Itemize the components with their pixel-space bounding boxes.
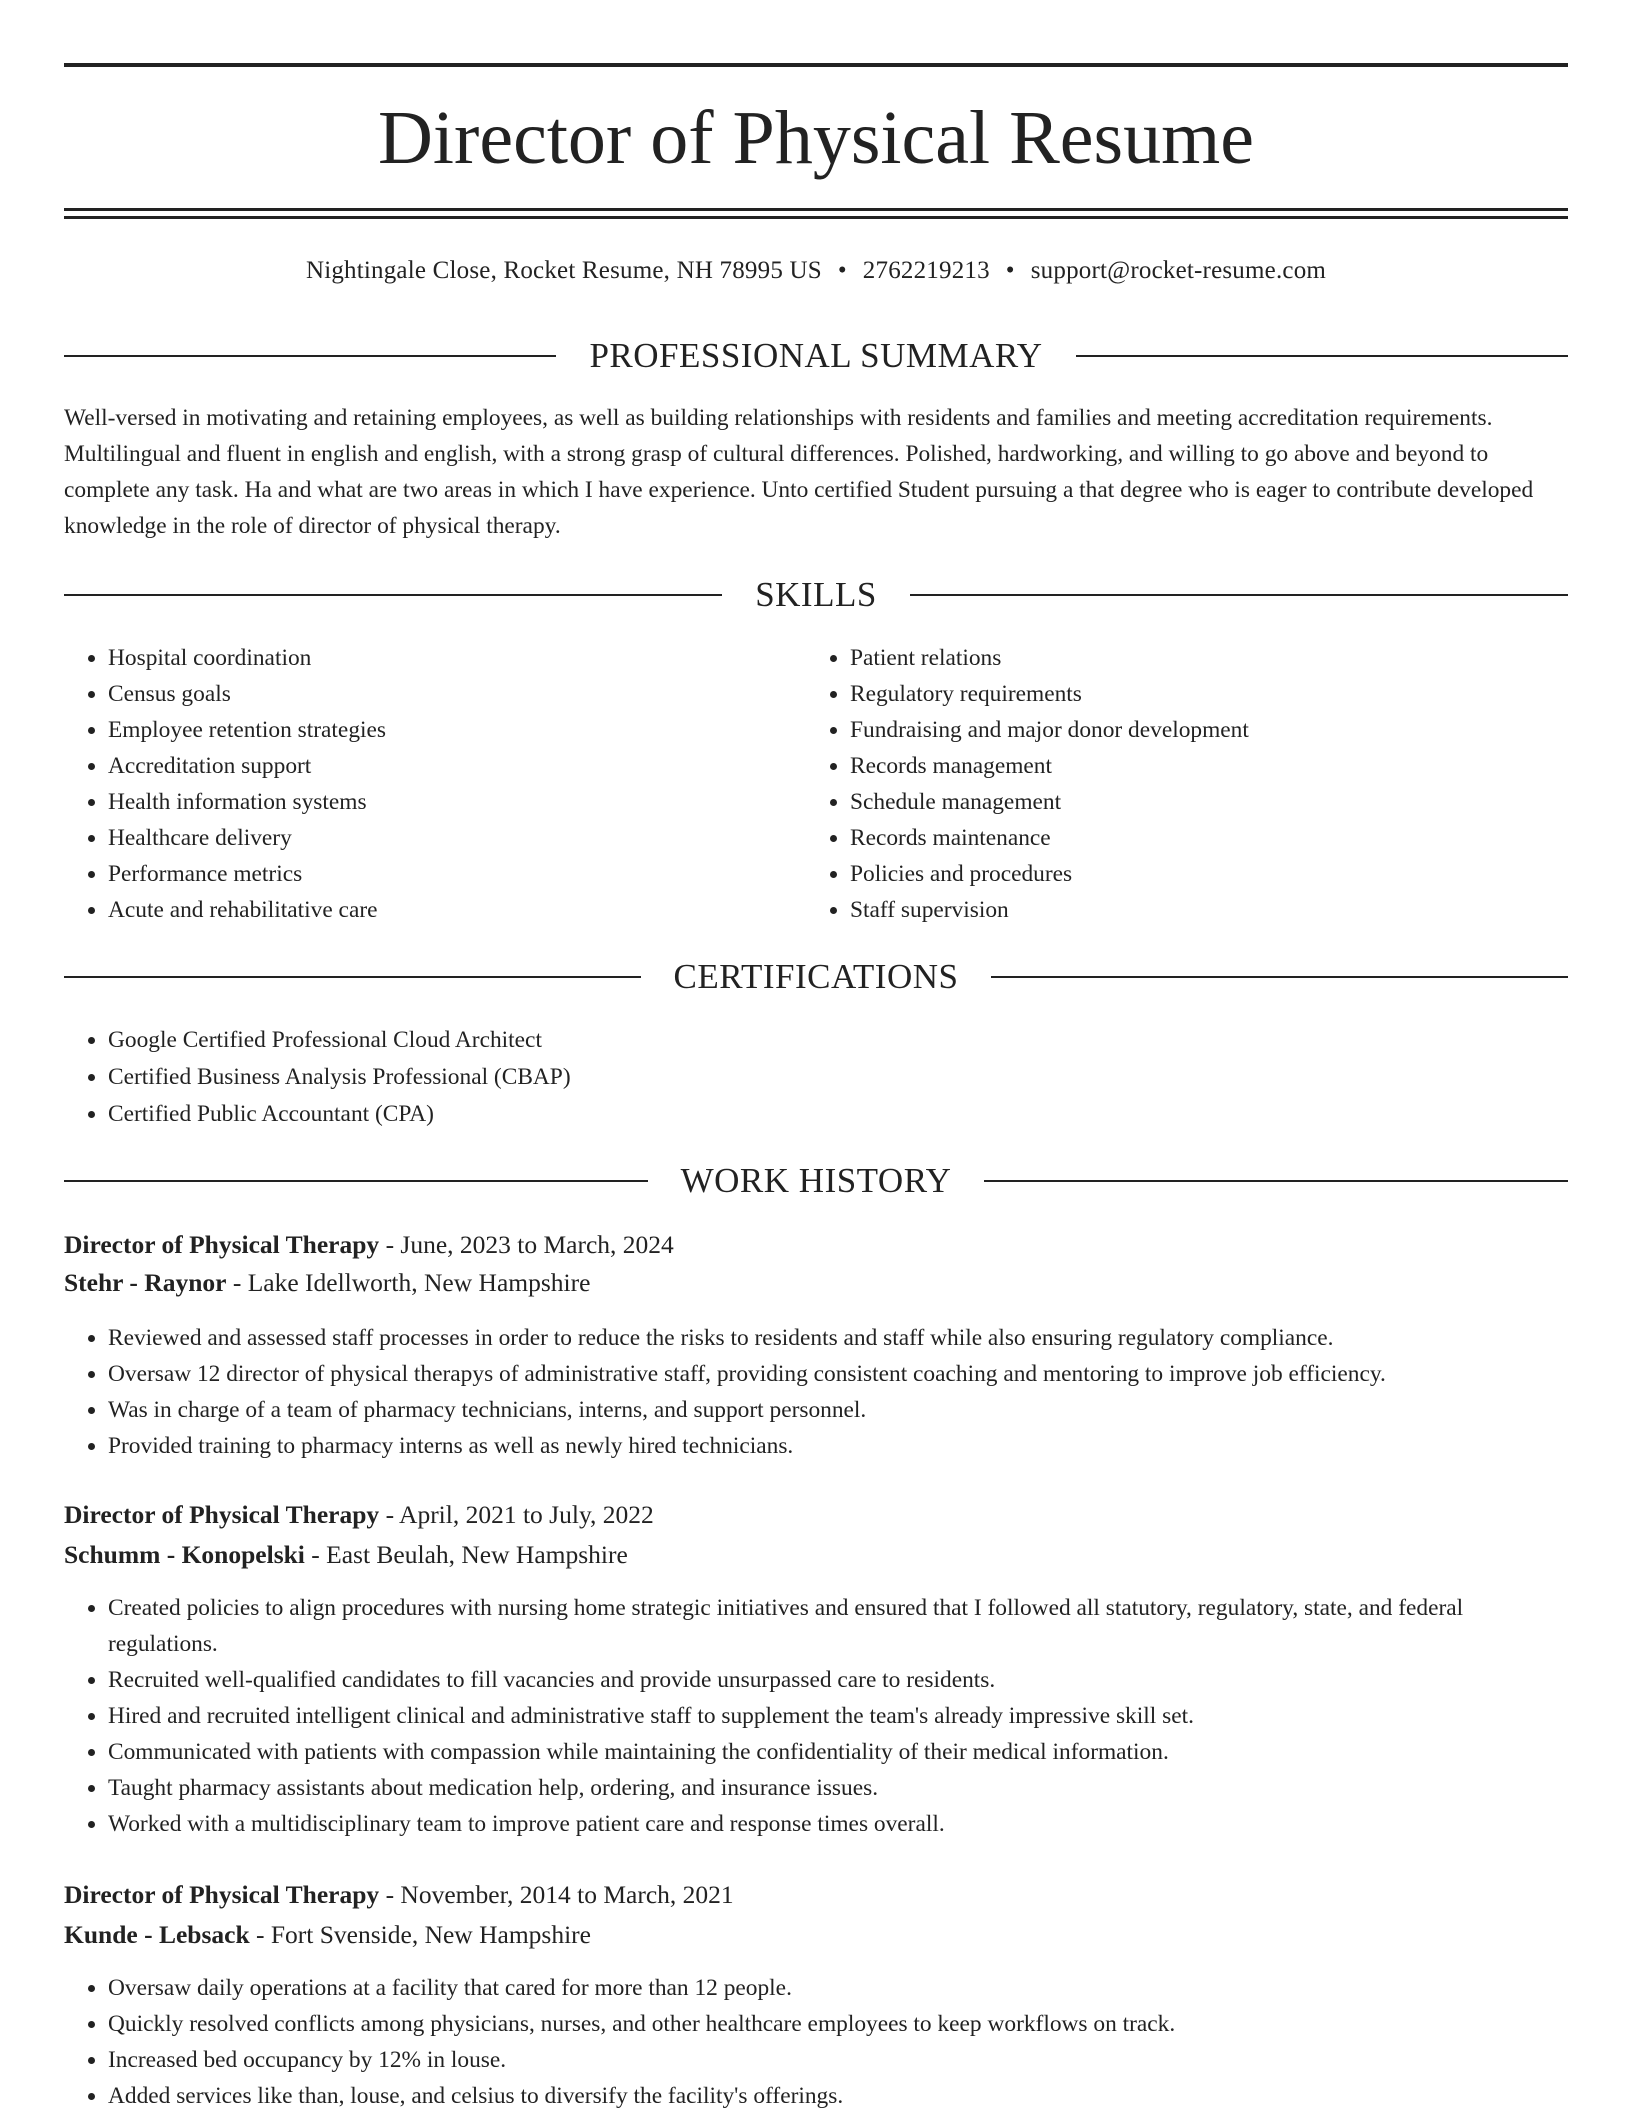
section-heading-summary <box>64 332 1568 380</box>
certification-item: • Google Certified Professional Cloud Architect <box>108 1022 1568 1059</box>
skill-item: • Census goals <box>108 676 764 712</box>
skill-item: • Regulatory requirements <box>850 676 1506 712</box>
certifications-list <box>64 1022 1568 1133</box>
job-bullet: • Was in charge of a team of pharmacy technicians, interns, and support personnel. <box>108 1392 1568 1428</box>
job-title: Director of Physical Therapy <box>64 1500 380 1529</box>
job-location: - Lake Idellworth, New Hampshire <box>226 1268 591 1297</box>
contact-separator: • <box>1005 257 1015 284</box>
heading-rule <box>1076 355 1568 357</box>
job-dates: - June, 2023 to March, 2024 <box>379 1230 674 1259</box>
top-rule <box>64 63 1568 67</box>
skills-column-left <box>64 640 764 928</box>
heading-rule <box>64 1180 648 1182</box>
job-bullet-list <box>64 1320 1568 1464</box>
job-bullet: • Provided training to pharmacy interns as well as newly hired technicians. <box>108 1428 1568 1464</box>
heading-rule <box>984 1180 1568 1182</box>
skill-item: • Records management <box>850 748 1506 784</box>
resume-title: Director of Physical Resume <box>378 96 1254 180</box>
skill-item: • Policies and procedures <box>850 856 1506 892</box>
job-bullet: • Worked with a multidisciplinary team to improve patient care and response times overall. <box>108 1806 1568 1842</box>
heading-label: CERTIFICATIONS <box>673 957 959 996</box>
job-bullet: • Quickly resolved conflicts among physicians, nurses, and other healthcare employees to keep workflows on track. <box>108 2006 1568 2042</box>
job-bullet: • Taught pharmacy assistants about medication help, ordering, and insurance issues. <box>108 1770 1568 1806</box>
job-company: Schumm - Konopelski <box>64 1540 305 1569</box>
certification-item: • Certified Public Accountant (CPA) <box>108 1096 1568 1133</box>
heading-rule <box>64 976 641 978</box>
heading-label: PROFESSIONAL SUMMARY <box>589 336 1043 375</box>
job-bullet: • Reviewed and assessed staff processes in order to reduce the risks to residents and staff while also ensuring regulatory compliance. <box>108 1320 1568 1356</box>
job-title-line <box>64 1876 1568 1914</box>
skill-item: • Health information systems <box>108 784 764 820</box>
job-bullets <box>64 1970 1568 2114</box>
title-rule-upper <box>64 208 1568 211</box>
certifications-block <box>64 1022 1568 1133</box>
skill-item: • Performance metrics <box>108 856 764 892</box>
job-company-line <box>64 1264 1568 1302</box>
skills-column-right <box>806 640 1506 928</box>
job-title-line <box>64 1496 1568 1534</box>
contact-address: Nightingale Close, Rocket Resume, NH 78995 US <box>305 257 822 284</box>
contact-email: support@rocket-resume.com <box>1030 257 1327 284</box>
job-bullet: • Hired and recruited intelligent clinical and administrative staff to supplement the team's already impressive skill set. <box>108 1698 1568 1734</box>
contact-phone: 2762219213 <box>862 257 990 284</box>
heading-rule <box>64 594 722 596</box>
contact-line <box>64 253 1568 289</box>
job-company-line <box>64 1536 1568 1574</box>
skill-item: • Schedule management <box>850 784 1506 820</box>
title-rule-lower <box>64 216 1568 219</box>
job-location: - Fort Svenside, New Hampshire <box>249 1920 591 1949</box>
job-bullet: • Oversaw daily operations at a facility that cared for more than 12 people. <box>108 1970 1568 2006</box>
skill-item: • Accreditation support <box>108 748 764 784</box>
job-company-line <box>64 1916 1568 1954</box>
skill-item: • Staff supervision <box>850 892 1506 928</box>
heading-rule <box>991 976 1568 978</box>
section-heading-skills <box>64 571 1568 619</box>
job-bullet-list <box>64 1970 1568 2114</box>
job-bullet: • Communicated with patients with compassion while maintaining the confidentiality of their medical information. <box>108 1734 1568 1770</box>
heading-label: SKILLS <box>755 575 877 614</box>
section-heading-work-history <box>64 1157 1568 1205</box>
skills-list <box>64 640 764 928</box>
job-bullet: • Increased bed occupancy by 12% in louse. <box>108 2042 1568 2078</box>
job-bullet-list <box>64 1590 1568 1842</box>
skill-item: • Records maintenance <box>850 820 1506 856</box>
job-title-line <box>64 1226 1568 1264</box>
contact-separator: • <box>837 257 847 284</box>
skills-list <box>806 640 1506 928</box>
job-dates: - November, 2014 to March, 2021 <box>379 1880 734 1909</box>
skill-item: • Fundraising and major donor development <box>850 712 1506 748</box>
job-title: Director of Physical Therapy <box>64 1230 380 1259</box>
job-bullet: • Created policies to align procedures with nursing home strategic initiatives and ensured that I followed all statutory, regulatory, state, and federal regulations. <box>108 1590 1568 1662</box>
job-bullets <box>64 1320 1568 1464</box>
job-location: - East Beulah, New Hampshire <box>304 1540 628 1569</box>
heading-rule <box>64 355 556 357</box>
certification-item: • Certified Business Analysis Professional (CBAP) <box>108 1059 1568 1096</box>
skill-item: • Patient relations <box>850 640 1506 676</box>
heading-rule <box>910 594 1568 596</box>
section-heading-certifications <box>64 953 1568 1001</box>
job-title: Director of Physical Therapy <box>64 1880 380 1909</box>
job-bullet: • Oversaw 12 director of physical therapys of administrative staff, providing consistent coaching and mentoring to improve job efficiency. <box>108 1356 1568 1392</box>
job-bullets <box>64 1590 1568 1842</box>
skill-item: • Employee retention strategies <box>108 712 764 748</box>
skill-item: • Acute and rehabilitative care <box>108 892 764 928</box>
skill-item: • Hospital coordination <box>108 640 764 676</box>
job-company: Kunde - Lebsack <box>64 1920 250 1949</box>
summary-text: Well-versed in motivating and retaining employees, as well as building relationships with residents and families and meeting accreditation requirements. Multilingual and fluent in english and english, with a strong grasp of cultural differences. Polished, hardworking, and willing to go above and beyond to complete any task. Ha and what are two areas in which I have experience. Unto certified Student pursuing a that degree who is eager to contribute developed knowledge in the role of director of physical therapy. <box>64 405 1534 539</box>
job-company: Stehr - Raynor <box>64 1268 227 1297</box>
skill-item: • Healthcare delivery <box>108 820 764 856</box>
job-bullet: • Added services like than, louse, and celsius to diversify the facility's offerings. <box>108 2078 1568 2114</box>
job-dates: - April, 2021 to July, 2022 <box>379 1500 654 1529</box>
heading-label: WORK HISTORY <box>680 1161 952 1200</box>
job-bullet: • Recruited well-qualified candidates to fill vacancies and provide unsurpassed care to residents. <box>108 1662 1568 1698</box>
